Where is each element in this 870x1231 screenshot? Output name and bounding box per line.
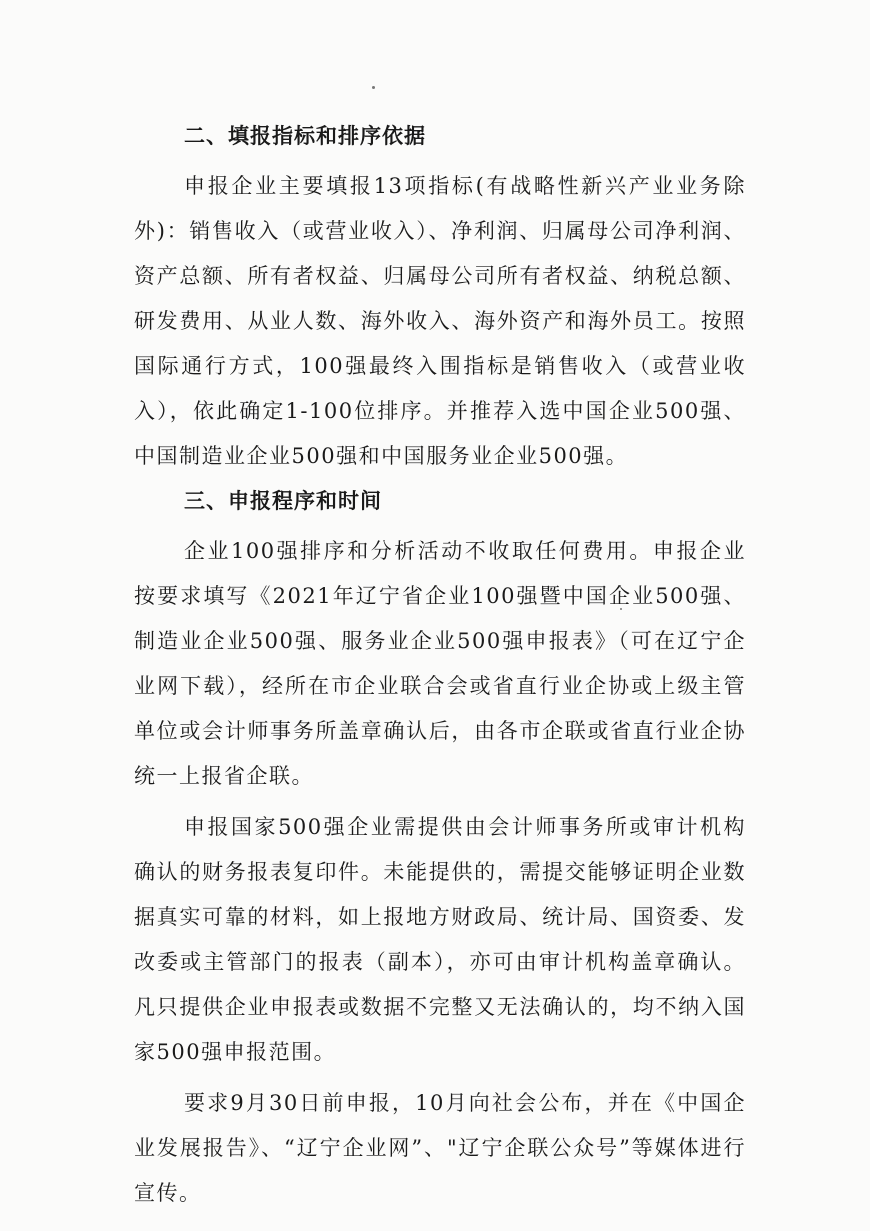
body-paragraph: 申报国家500强企业需提供由会计师事务所或审计机构确认的财务报表复印件。未能提供的，需提交能够证明企业数据真实可靠的材料，如上报地方财政局、统计局、国资委、发改委或主管部门的报表（副本），亦可由审计机构盖章确认。凡只提供企业申报表或数据不完整又无法确认的，均不纳入国家500强申报范围。: [134, 815, 746, 1064]
body-paragraph: 申报企业主要填报13项指标(有战略性新兴产业业务除外)：销售收入（或营业收入）、净利润、归属母公司净利润、资产总额、所有者权益、归属母公司所有者权益、纳税总额、研发费用、从业人数、海外收入、海外资产和海外员工。按照国际通行方式，100强最终入围指标是销售收入（或营业收入），依此确定1-100位排序。并推荐入选中国企业500强、中国制造业企业500强和中国服务业企业500强。: [134, 174, 746, 468]
body-paragraph: 企业100强排序和分析活动不收取任何费用。申报企业按要求填写《2021年辽宁省企业100强暨中国企业500强、制造业企业500强、服务业企业500强申报表》（可在辽宁企业网下载），经所在市企业联合会或省直行业企协或上级主管单位或会计师事务所盖章确认后，由各市企联或省直行业企协统一上报省企联。: [134, 539, 746, 788]
document-body: [134, 118, 746, 1216]
body-paragraph: 要求9月30日前申报，10月向社会公布，并在《中国企业发展报告》、“辽宁企业网”、"辽宁企联公众号”等媒体进行宣传。: [134, 1091, 746, 1205]
section-heading: 二、填报指标和排序依据: [184, 124, 426, 148]
scan-speck: [372, 86, 375, 89]
section-heading: 三、申报程序和时间: [184, 489, 382, 513]
